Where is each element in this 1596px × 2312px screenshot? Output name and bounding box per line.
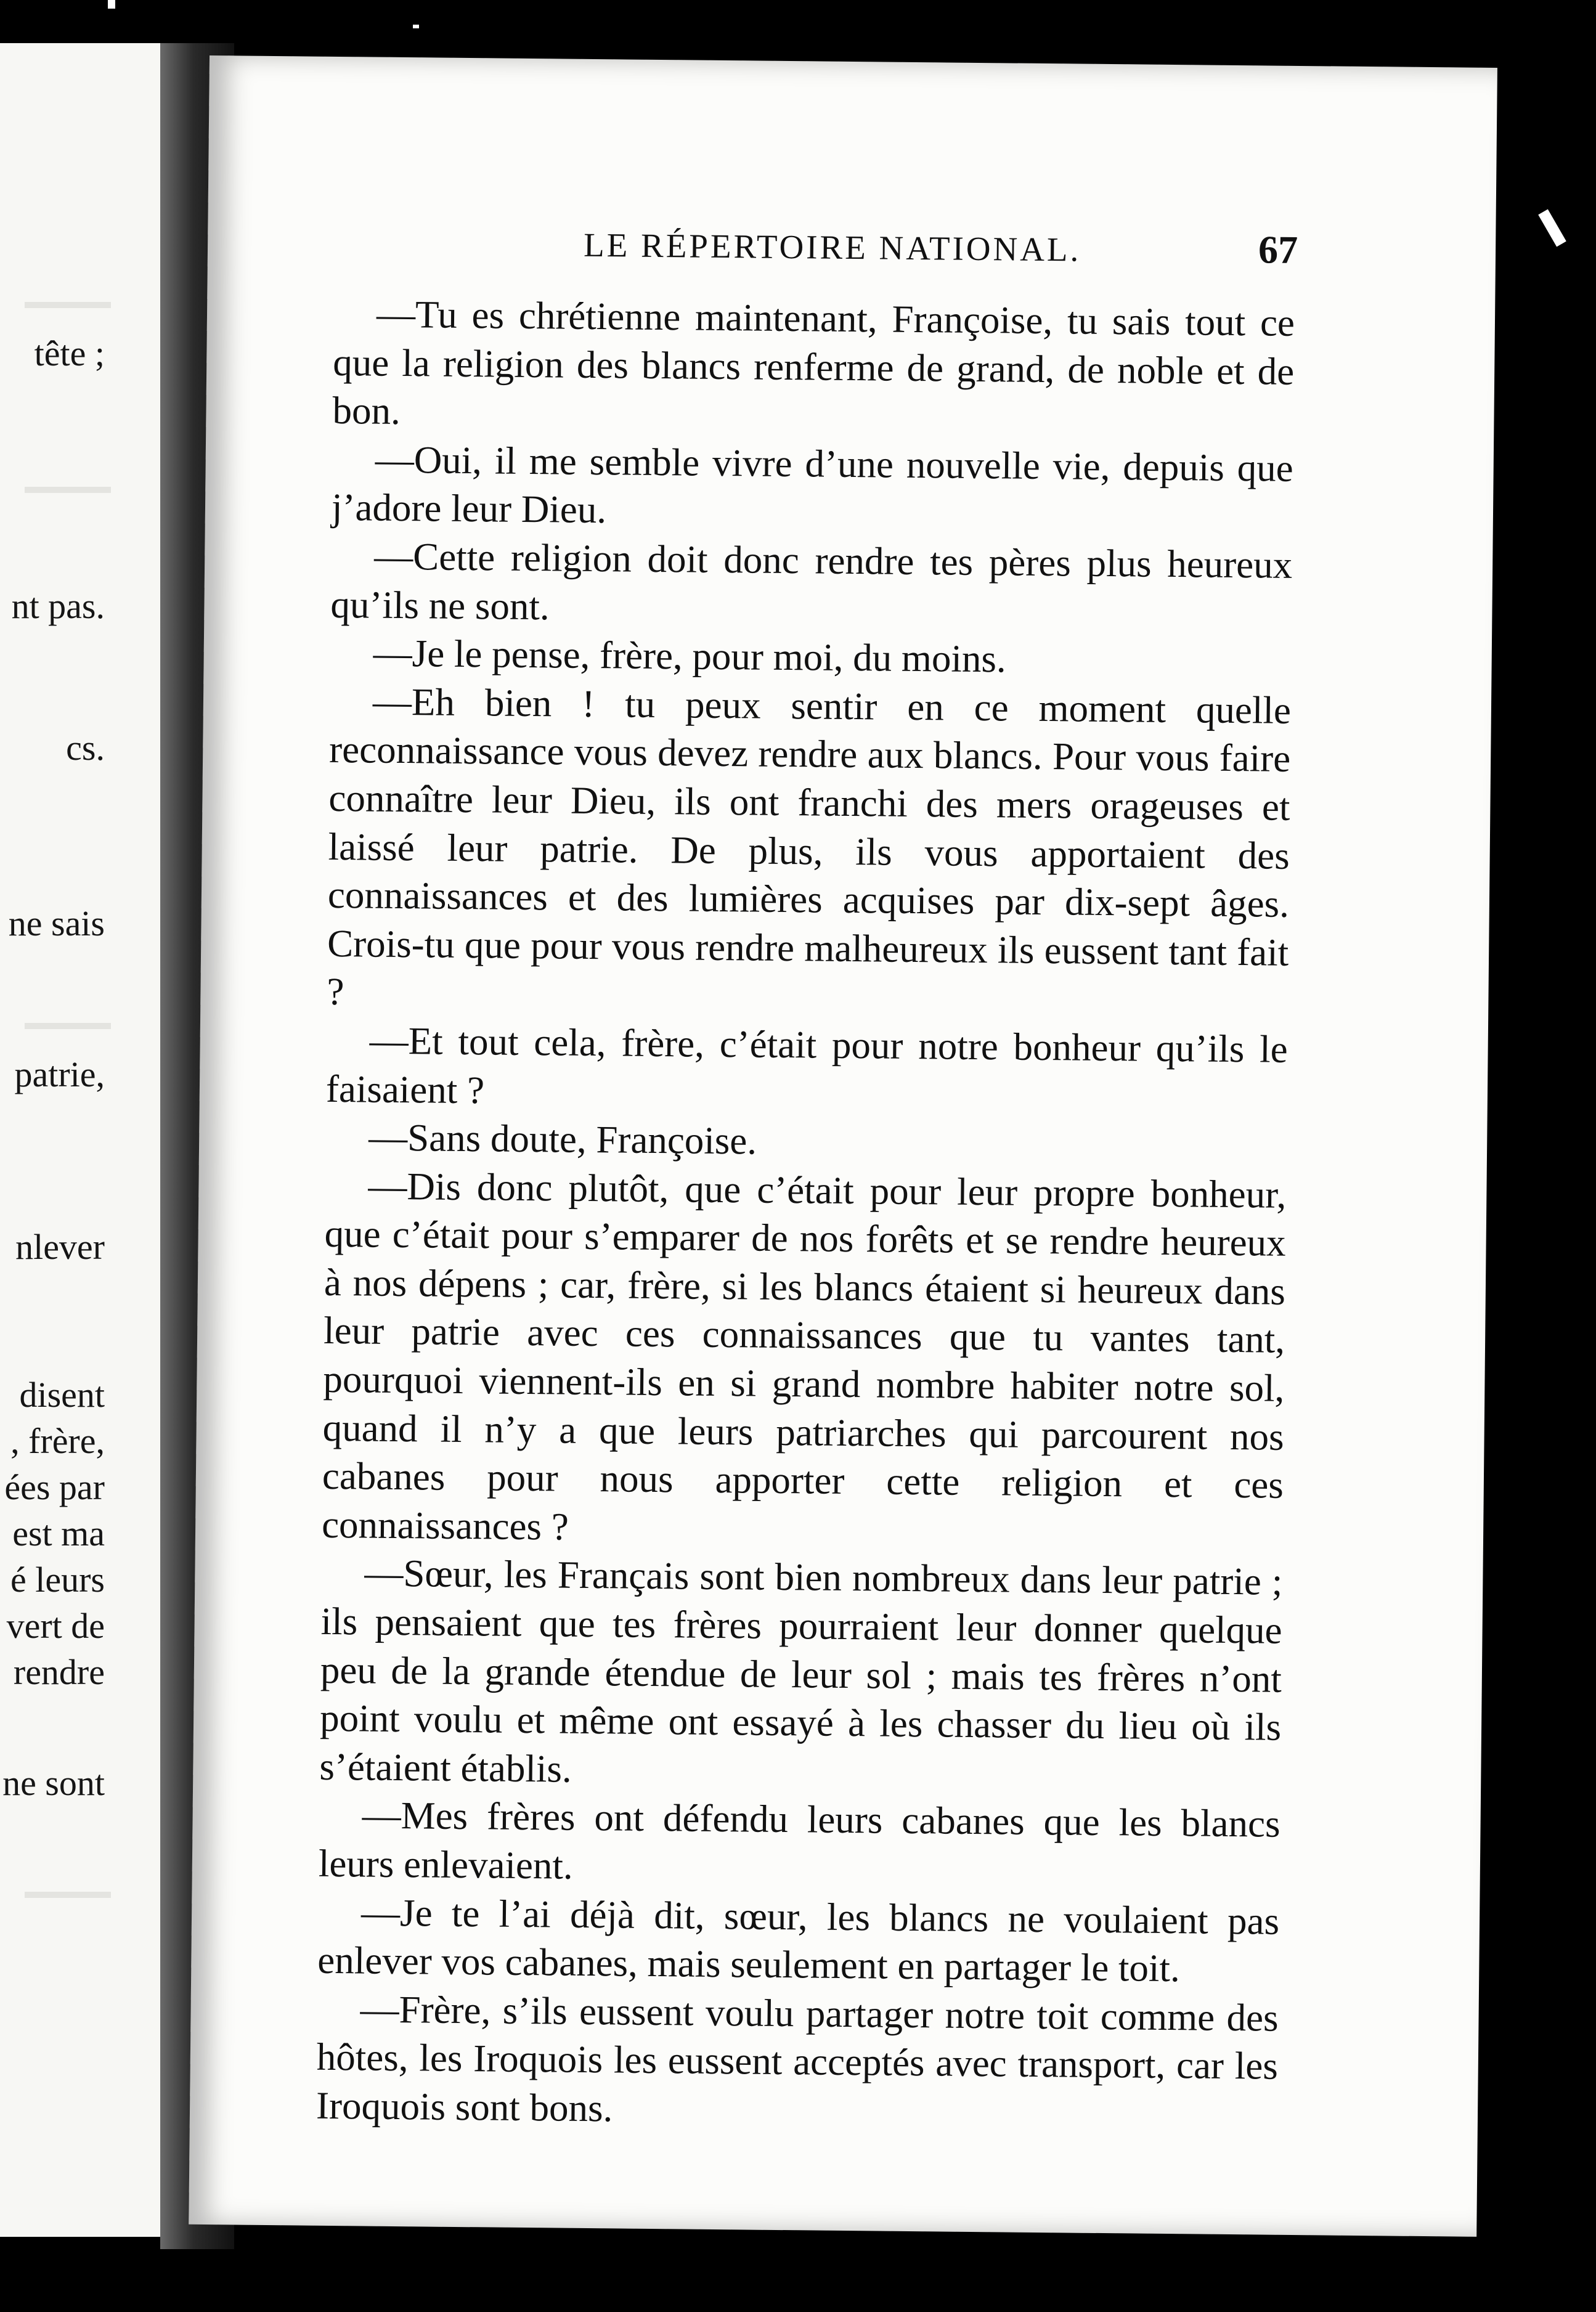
dialogue-paragraph: —Je te l’ai déjà dit, sœur, les blancs ne voulaient pas enlever vos cabanes, mais seulement en partager le toit. (317, 1891, 1280, 1990)
left-page-fragment: nlever (15, 1227, 105, 1267)
dialogue-paragraph: —Oui, il me semble vivre d’une nouvelle vie, depuis que j’adore leur Dieu. (331, 438, 1294, 532)
left-page (0, 43, 160, 2237)
dialogue-paragraph: —Eh bien ! tu peux sentir en ce moment quelle reconnaissance vous devez rendre aux blancs. Pour vous faire connaître leur Dieu, ils ont franchi des mers orageuses et laissé leur patrie. De plus, ils vous apportaient des connaissances et des lumières acquises par dix-sept âges. Crois-tu que pour vous rendre malheureux ils eussent tant fait ? (327, 680, 1292, 1014)
left-page-fragment: patrie, (14, 1054, 105, 1094)
dialogue-paragraph: —Sœur, les Français sont bien nombreux dans leur patrie ; ils pensaient que tes frères pourraient leur donner quelque peu de la grande étendue de leur sol ; mais tes frères n’ont point voulu et même ont essayé à les chasser du lieu où ils s’étaient établis. (319, 1551, 1283, 1791)
left-page-fragment: disent (19, 1375, 105, 1415)
scan-speck (1538, 210, 1566, 247)
left-page-fragment: ne sont (2, 1763, 105, 1803)
body-text (316, 290, 1295, 2139)
dialogue-paragraph: —Tu es chrétienne maintenant, Françoise, tu sais tout ce que la religion des blancs renferme de grand, de noble et de bon. (332, 292, 1295, 433)
running-head: LE RÉPERTOIRE NATIONAL. (583, 226, 1081, 269)
dialogue-paragraph: —Et tout cela, frère, c’était pour notre bonheur qu’ils le faisaient ? (325, 1019, 1288, 1112)
dialogue-paragraph: —Je le pense, frère, pour moi, du moins. (373, 631, 1007, 681)
left-page-fragment: nt pas. (11, 586, 105, 626)
dialogue-paragraph: —Mes frères ont défendu leurs cabanes que les blancs leurs enlevaient. (318, 1793, 1280, 1887)
left-page-fragment: vert de (6, 1606, 105, 1646)
bleed-through-mark (25, 1892, 111, 1898)
left-page-fragment: , frère, (10, 1421, 105, 1461)
right-page (189, 55, 1497, 2237)
bleed-through-mark (25, 487, 111, 493)
left-page-fragment: ées par (4, 1467, 105, 1507)
dialogue-paragraph: —Sans doute, Françoise. (368, 1115, 757, 1163)
left-page-fragment: ne sais (8, 903, 105, 943)
page-number: 67 (1258, 227, 1298, 272)
bleed-through-mark (25, 302, 111, 308)
left-page-fragment: est ma (12, 1513, 105, 1553)
left-page-fragment: cs. (66, 728, 105, 768)
bleed-through-mark (25, 1023, 111, 1029)
scan-speck (108, 0, 115, 9)
dialogue-paragraph: —Cette religion doit donc rendre tes pères plus heureux qu’ils ne sont. (330, 534, 1293, 628)
dialogue-paragraph: —Dis donc plutôt, que c’était pour leur propre bonheur, que c’était pour s’emparer de nos forêts et se rendre heureux à nos dépens ; car, frère, si les blancs étaient si heureux dans leur patrie avec ces connaissances que tu vantes tant, pourquoi viennent-ils en si grand nombre habiter notre sol, quand il n’y a que leurs patriarches qui parcourent nos cabanes pour nous apporter cette religion et ces connaissances ? (321, 1164, 1287, 1549)
left-page-fragment: tête ; (34, 333, 105, 373)
left-page-fragment: é leurs (10, 1560, 105, 1600)
scan-speck (413, 25, 419, 28)
left-page-fragment: rendre (13, 1652, 105, 1692)
dialogue-paragraph: —Frère, s’ils eussent voulu partager notre toit comme des hôtes, les Iroquois les eussent acceptés avec transport, car les Iroquois sont bons. (316, 1987, 1279, 2130)
